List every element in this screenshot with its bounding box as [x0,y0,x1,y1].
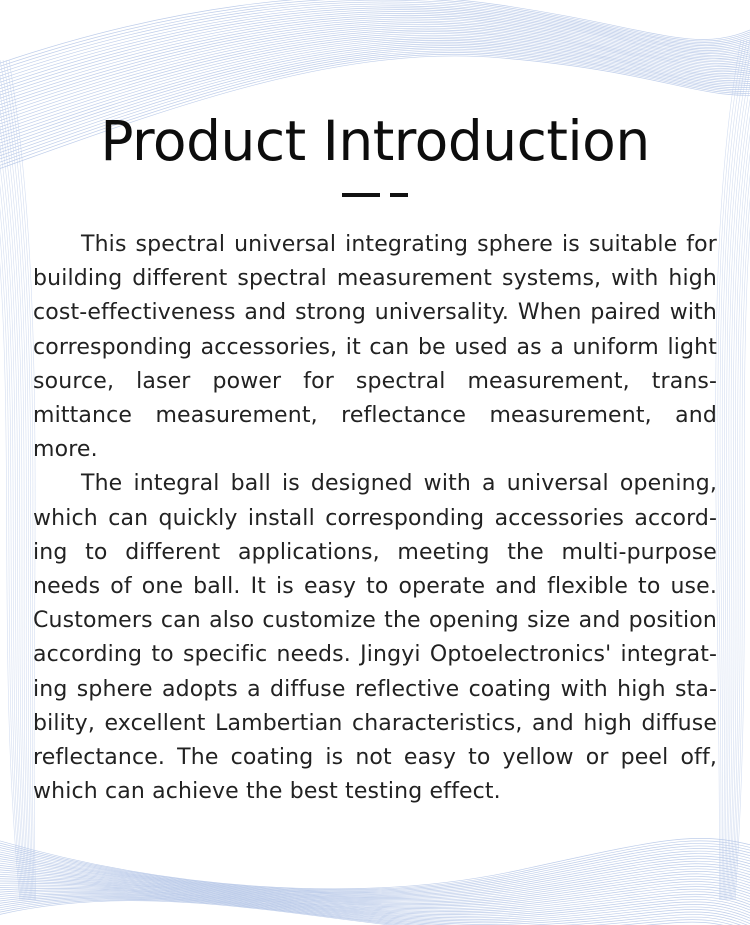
title-divider-long [342,193,380,197]
page-title: Product Introduction [100,109,650,173]
description-paragraph-1: This spectral universal integrating sphere is suitable for building different spectral measurement systems, with high cost-effectiveness and strong universality. When paired with corresponding accessories, it can be used as a uniform light source, laser power for spectral measurement, transmittance measurement, reflectance measurement, and more. [33,232,717,463]
title-divider-short [390,193,408,197]
description-text [33,228,717,809]
description-paragraph-2: The integral ball is designed with a universal opening, which can quickly install corresponding accessories according to different applications, meeting the multi-purpose needs of one ball. It is easy to operate and flexible to use. Customers can also customize the opening size and position according to specific needs. Jingyi Optoelectronics' integrating sphere adopts a diffuse reflective coating with high stability, excellent Lambertian characteristics, and high diffuse reflectance. The coating is not easy to yellow or peel off, which can achieve the best testing effect. [33,471,717,805]
